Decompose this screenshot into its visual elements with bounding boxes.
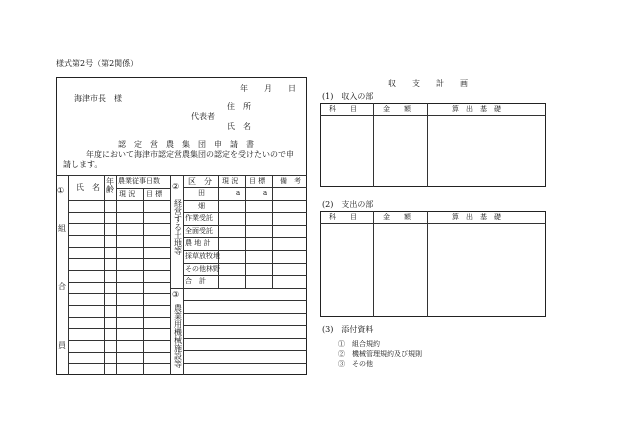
- machinery-vertical-label: 農業用機械施設等: [174, 304, 182, 369]
- member-row-line: [68, 340, 170, 341]
- machinery-row-line: [183, 325, 307, 326]
- table-top-border: [56, 175, 307, 176]
- application-body-line1: 年度において海津市認定営農集団の認定を受けたいので申: [86, 150, 294, 159]
- attachments-heading: (3) 添付資料: [322, 325, 374, 334]
- land-col-status: 現 況: [222, 177, 239, 185]
- expense-table: [320, 211, 546, 317]
- member-row-line: [68, 270, 170, 271]
- members-vertical-label-3: 員: [58, 341, 66, 350]
- application-body-line2: 請します。: [63, 160, 103, 169]
- application-title: 認 定 営 農 集 団 申 請 書: [118, 140, 254, 149]
- members-header-bottom: [68, 200, 170, 201]
- address-label: 住 所: [227, 102, 251, 111]
- land-row-line: [183, 200, 307, 201]
- machinery-row-line: [183, 300, 307, 301]
- income-col-basis: 算 出 基 礎: [452, 105, 501, 113]
- member-row-line: [68, 258, 170, 259]
- member-row-line: [68, 352, 170, 353]
- land-col-divider: [272, 175, 273, 288]
- representative-label: 代表者: [191, 112, 215, 121]
- land-header-bottom: [183, 187, 307, 188]
- members-col-age: 年齢: [106, 177, 114, 194]
- date-label: 年 月 日: [240, 84, 296, 93]
- member-row-line: [68, 282, 170, 283]
- expense-header-line: [320, 223, 546, 224]
- machinery-row-line: [183, 313, 307, 314]
- income-heading: (1) 収入の部: [322, 92, 374, 101]
- machinery-row-line: [183, 338, 307, 339]
- expense-col-basis: 算 出 基 礎: [452, 213, 501, 221]
- member-row-line: [68, 363, 170, 364]
- members-section-mark: ①: [57, 186, 65, 195]
- member-row-line: [68, 317, 170, 318]
- expense-col-divider: [373, 211, 374, 317]
- expense-col-amount: 金 額: [383, 213, 411, 221]
- attachment-item: ③ その他: [338, 360, 373, 368]
- expense-heading: (2) 支出の部: [322, 200, 374, 209]
- machinery-section-mark: ③: [172, 290, 180, 299]
- land-col-target: 目 標: [249, 177, 266, 185]
- applicant-name-label: 氏 名: [227, 122, 251, 131]
- land-vertical-label: 経営する土地等: [174, 199, 182, 256]
- attachment-item: ② 機械管理規約及び規則: [338, 350, 422, 358]
- members-vertical-label-1: 組: [58, 224, 66, 233]
- member-row-line: [68, 305, 170, 306]
- land-section-mark: ②: [172, 182, 180, 191]
- expense-col-item: 科 目: [329, 213, 357, 221]
- land-unit-status: a: [236, 189, 241, 197]
- member-row-line: [68, 293, 170, 294]
- member-row-line: [68, 235, 170, 236]
- machinery-row-line: [183, 350, 307, 351]
- land-row-label: 畑: [198, 201, 205, 210]
- land-row-label: 田: [198, 189, 205, 197]
- land-row-label: 農 地 計: [185, 239, 211, 248]
- land-row-label: その他林野: [185, 264, 220, 273]
- income-col-item: 科 目: [329, 105, 357, 113]
- land-row-line: [183, 263, 307, 264]
- members-col-divider: [170, 175, 171, 375]
- land-col-divider: [245, 175, 246, 288]
- members-col-divider: [104, 175, 105, 375]
- budget-title: 収 支 計 画: [388, 79, 468, 88]
- land-unit-target: a: [263, 189, 268, 197]
- members-col-days-status: 現 況: [119, 190, 136, 198]
- income-header-line: [320, 115, 546, 116]
- land-col-category: 区 分: [188, 177, 212, 186]
- members-vertical-label-2: 合: [58, 282, 66, 291]
- land-col-remarks: 備 考: [280, 177, 301, 185]
- member-row-line: [68, 328, 170, 329]
- member-row-line: [68, 247, 170, 248]
- members-header-subline: [116, 188, 170, 189]
- member-row-line: [68, 212, 170, 213]
- machinery-top-line: [170, 288, 307, 289]
- members-col-divider: [68, 175, 69, 375]
- member-row-line: [68, 223, 170, 224]
- members-col-days-target: 目 標: [146, 190, 163, 198]
- land-row-label: 全面受託: [185, 226, 213, 235]
- land-row-label: 採草放牧地: [185, 252, 220, 260]
- form-number-label: 様式第2号（第2関係）: [56, 59, 139, 68]
- land-row-label: 作業受託: [185, 214, 213, 223]
- expense-col-divider: [427, 211, 428, 317]
- land-row-line: [183, 225, 307, 226]
- land-row-label: 合 計: [185, 277, 206, 286]
- land-row-line: [183, 250, 307, 251]
- addressee: 海津市長 様: [74, 94, 122, 103]
- members-col-divider: [116, 175, 117, 375]
- income-col-amount: 金 額: [383, 105, 411, 113]
- members-col-name: 氏 名: [76, 183, 100, 192]
- members-col-days: 農業従事日数: [118, 177, 160, 185]
- attachment-item: ① 組合規約: [338, 340, 380, 348]
- machinery-row-line: [183, 363, 307, 364]
